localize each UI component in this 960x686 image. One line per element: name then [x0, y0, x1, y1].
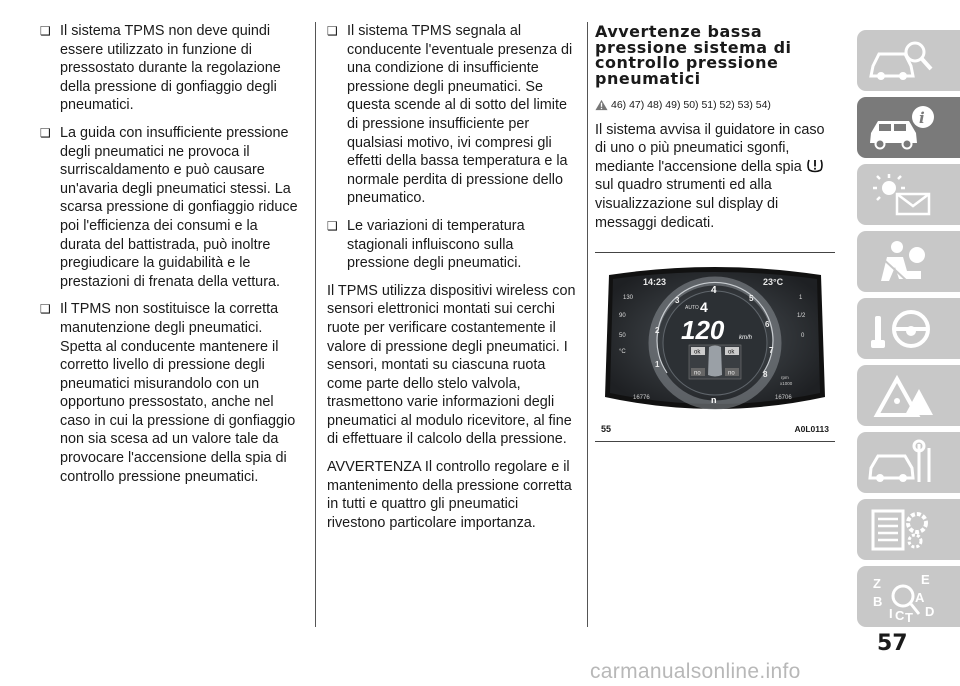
tab-maintenance[interactable]	[857, 432, 960, 493]
speed-readout: 120	[681, 315, 725, 346]
rpm-mark: 4	[711, 285, 717, 297]
car-magnifier-icon	[867, 36, 937, 86]
rpm-mark: 8	[763, 370, 768, 380]
svg-text:D: D	[925, 604, 935, 619]
rpm-mark: 2	[655, 326, 660, 336]
tab-emergency[interactable]	[857, 365, 960, 426]
bullet-item: ❑ Il sistema TPMS non deve quindi essere utilizzato in funzione di pressostato durante la regolazione della pressione di gonfiaggio degli pneumatici.	[40, 22, 302, 115]
dash-temperature: 23°C	[763, 277, 784, 288]
right-scale-label: 0	[801, 333, 805, 340]
tire-status-rear-left: no	[694, 370, 701, 377]
car-maintenance-icon	[867, 438, 939, 488]
rpm-mark: 7	[769, 346, 774, 356]
warning-triangle-icon	[595, 99, 608, 111]
left-scale-label: 130	[623, 295, 634, 302]
column-2	[327, 22, 579, 541]
paragraph-text: Il sistema avvisa il guidatore in caso di uno o più pneumatici sgonfi, mediante l'accensione della spia	[595, 121, 825, 175]
figure-number: 55	[601, 423, 612, 434]
tire-status-front-right: ok	[728, 349, 735, 356]
drive-mode: AUTO	[685, 305, 699, 312]
warning-references	[595, 96, 835, 115]
bullet-item: ❑ Il sistema TPMS segnala al conducente l'eventuale presenza di una condizione di insufficiente pressione degli pneumatici. Se questa scende al di sotto del limite di pressione insufficiente per qualsiasi motivo, ivi compresi gli effetti della bassa temperatura e la normale perdita di pressione dello pneumatico.	[327, 22, 579, 208]
speed-unit: km/h	[739, 335, 753, 342]
car-info-icon	[867, 103, 939, 153]
instrument-cluster-illustration	[603, 265, 827, 417]
bullet-item: ❑ Le variazioni di temperatura stagionali influiscono sulla pressione degli pneumatici.	[327, 217, 579, 273]
rpm-factor: x1000	[780, 381, 793, 387]
warning-lights-icon	[867, 170, 939, 220]
odometer-left: 16776	[633, 395, 650, 402]
right-scale-label: 1	[799, 295, 803, 302]
bullet-item: ❑ Il TPMS non sostituisce la corretta manutenzione degli pneumatici. Spetta al conducente mantenere il corretto livello di pressione degli pneumatici misurandolo con un opportuno pressostato, anche nel caso in cui la pressione di gonfiaggio non sia scesa ad un valore tale da provocare l'accensione della spia di controllo pressione pneumatici.	[40, 300, 302, 486]
dash-time: 14:23	[643, 277, 667, 288]
rpm-label: rpm	[781, 375, 789, 381]
chapter-tabs	[857, 30, 960, 633]
svg-text:B: B	[873, 594, 883, 609]
bullet-item: ❑ La guida con insufficiente pressione degli pneumatici ne provoca il surriscaldamento e può causare un'avaria degli pneumatici stessi. La scarsa pressione di gonfiaggio riduce poi l'efficienza dei consumi e la durata del battistrada, può inoltre pregiudicare la guidabilità e le prestazioni di frenata della vettura.	[40, 124, 302, 291]
svg-text:I: I	[889, 606, 893, 621]
column-divider	[315, 22, 316, 627]
rpm-mark: 1	[655, 360, 660, 370]
right-scale-label: 1/2	[797, 313, 806, 320]
paragraph-text: sul quadro strumenti ed alla visualizzazione sul display di messaggi dedicati.	[595, 177, 779, 231]
steering-starting-icon	[867, 304, 939, 354]
rpm-mark: 6	[765, 320, 770, 330]
dashboard-figure	[595, 252, 835, 442]
rpm-mark: 5	[749, 294, 754, 304]
tpms-warning-icon	[806, 158, 824, 173]
svg-text:i: i	[919, 109, 925, 127]
index-icon	[867, 572, 939, 624]
reference-numbers: 46) 47) 48) 49) 50) 51) 52) 53) 54)	[611, 99, 771, 111]
watermark: carmanualsonline.info	[590, 660, 801, 683]
paragraph: AVVERTENZA Il controllo regolare e il mantenimento della pressione corretta in tutti e quattro gli pneumatici rivestono particolare importanza.	[327, 459, 572, 531]
tab-index[interactable]	[857, 566, 960, 627]
tab-starting-driving[interactable]	[857, 298, 960, 359]
svg-text:A: A	[915, 590, 925, 605]
tab-safety[interactable]	[857, 231, 960, 292]
figure-code: A0L0113	[794, 423, 829, 434]
road-emergency-icon	[867, 371, 939, 421]
seat-safety-icon	[867, 237, 939, 287]
svg-text:T: T	[905, 610, 913, 624]
section-title: Avvertenze bassa pressione sistema di controllo pressione pneumatici	[595, 22, 792, 88]
left-scale-label: °C	[619, 349, 626, 356]
rpm-mark: 3	[675, 296, 680, 306]
column-3	[595, 22, 835, 442]
gear-indicator: 4	[700, 299, 708, 316]
paragraph: Il TPMS utilizza dispositivi wireless con sensori elettronici montati sui cerchi ruote per verificare costantemente il valore di pressione degli pneumatici. I sensori, montati su ciascuna ruota come parte dello stelo valvola, trasmettono varie informazioni degli pneumatici al modulo ricevitore, al fine di effettuare il calcolo della pressione.	[327, 282, 576, 448]
paragraph	[595, 121, 835, 233]
tire-status-front-left: ok	[694, 349, 701, 356]
svg-text:E: E	[921, 572, 930, 587]
drive-indicator: n	[711, 395, 717, 406]
column-divider	[587, 22, 588, 627]
tab-technical-specs[interactable]	[857, 499, 960, 560]
column-1	[40, 22, 302, 495]
left-scale-label: 90	[619, 313, 626, 320]
tab-knowing-car[interactable]	[857, 30, 960, 91]
svg-text:Z: Z	[873, 576, 881, 591]
specs-icon	[867, 505, 939, 555]
tab-safety-info[interactable]	[857, 97, 960, 158]
page-number: 57	[877, 631, 908, 656]
tab-warning-lights[interactable]	[857, 164, 960, 225]
svg-text:C: C	[895, 608, 905, 623]
odometer-right: 16706	[775, 395, 792, 402]
tire-status-rear-right: no	[728, 370, 735, 377]
left-scale-label: 50	[619, 333, 626, 340]
